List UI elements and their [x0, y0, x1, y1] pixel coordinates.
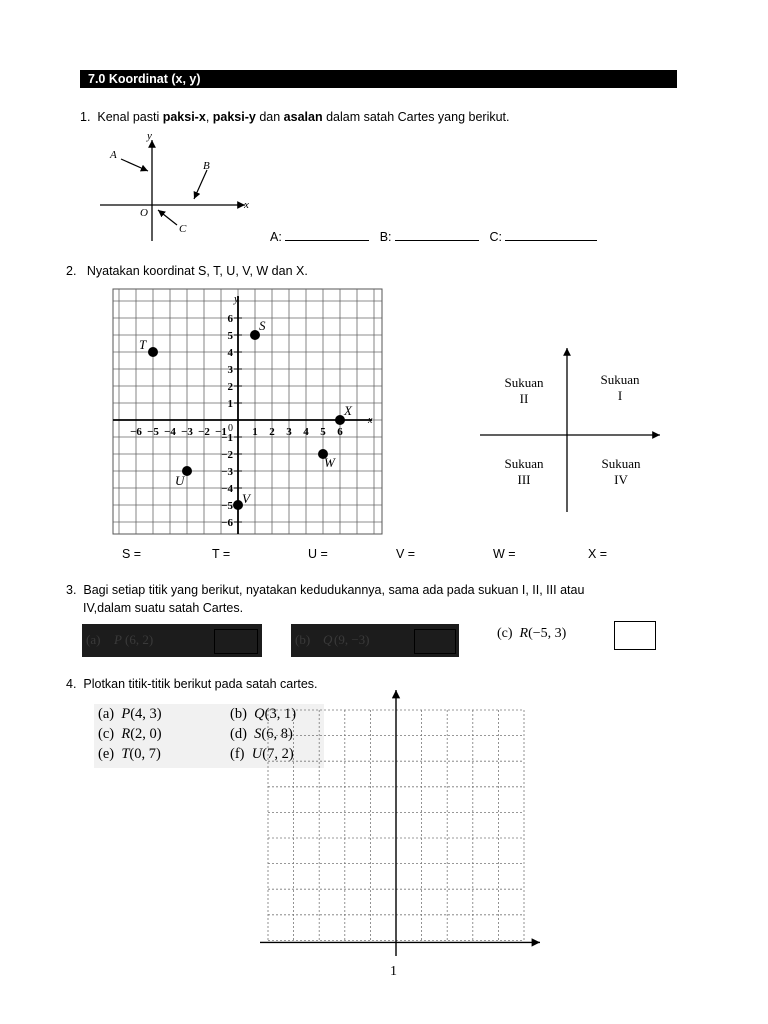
q3-item-a-coord: (6, 2) [125, 632, 154, 647]
x-tick-label: 4 [303, 426, 309, 438]
page-number: 1 [390, 964, 397, 979]
q4-item-e-coord: (0, 7) [129, 746, 161, 762]
q3-item-b-tag: (b) [295, 632, 311, 647]
x-tick-label: 3 [286, 426, 292, 438]
quadrant-diagram [476, 342, 666, 518]
x-tick-label: −1 [215, 426, 227, 438]
q2-answer-v: V = [396, 547, 416, 561]
q2-answer-w: W = [493, 547, 516, 561]
q1-label-c: C [179, 223, 187, 235]
q3-item-b-answer-box[interactable] [414, 629, 456, 654]
x-tick-label: −5 [147, 426, 159, 438]
quadrant-1-word: Sukuan [600, 372, 640, 387]
q2-number: 2. [66, 264, 77, 278]
q4-item-d-point: S [254, 726, 262, 742]
quadrant-4-numeral: IV [614, 472, 628, 487]
y-tick-label: −2 [221, 449, 233, 461]
q3-item-c-point: R [519, 626, 529, 641]
point-label-t: T [139, 337, 147, 352]
point-label-w: W [324, 455, 335, 470]
y-tick-label: −5 [221, 500, 233, 512]
question-1-text [80, 110, 510, 124]
y-tick-label: −6 [221, 517, 233, 529]
q4-item-f-point: U [251, 746, 263, 762]
q2-answer-t: T = [212, 547, 231, 561]
x-tick-label: −6 [130, 426, 142, 438]
q4-item-c-tag: (c) [98, 726, 115, 742]
q4-item-e-point: T [121, 746, 130, 762]
y-tick-label: 4 [227, 347, 233, 359]
q1-label-b: B [203, 160, 210, 172]
y-tick-label: −3 [221, 466, 233, 478]
q1-answer-line [270, 229, 597, 244]
q1-arrow-c [158, 210, 177, 225]
q4-item-b-coord: (3, 1) [264, 706, 297, 722]
q2-prompt: Nyatakan koordinat S, T, U, V, W dan X. [86, 264, 308, 278]
x-tick-label: −2 [198, 426, 210, 438]
q1-axes-figure [95, 128, 265, 246]
origin-label: 0 [228, 423, 233, 434]
q1-bold-paksi-y: paksi-y [212, 110, 256, 124]
q4-number: 4. [66, 677, 77, 691]
question-3-text [66, 583, 584, 597]
y-tick-label: 3 [227, 364, 233, 376]
section-title: 7.0 Koordinat (x, y) [80, 70, 677, 88]
quadrant-3-numeral: III [517, 472, 531, 487]
y-tick-label: 2 [227, 381, 233, 393]
y-tick-label: −4 [221, 483, 233, 495]
q1-number: 1. [80, 110, 91, 124]
q1-answer-b-label: B: [379, 230, 392, 244]
x-axis-label: x [368, 415, 373, 426]
q4-item-c [98, 726, 162, 743]
point-label-u: U [175, 473, 185, 488]
q3-line2: IV,dalam suatu satah Cartes. [83, 601, 244, 615]
y-axis-label: y [234, 293, 239, 305]
q1-origin-label: O [140, 207, 148, 219]
q3-item-c-coord: (−5, 3) [528, 626, 567, 641]
q3-item-a-point: P [114, 632, 122, 647]
q4-item-d-coord: (6, 8) [261, 726, 293, 742]
q1-x-label: x [244, 199, 249, 211]
q4-item-a-point: P [121, 706, 131, 722]
q3-item-a-tag: (a) [86, 632, 101, 647]
q1-answer-b-blank[interactable] [395, 229, 479, 241]
y-tick-label: −1 [221, 432, 233, 444]
point-label-s: S [259, 318, 266, 333]
q2-coordinate-graph [112, 288, 384, 536]
q1-y-label: y [147, 130, 152, 142]
q1-label-a: A [110, 149, 117, 161]
y-tick-label: 1 [227, 398, 233, 410]
q4-item-a-tag: (a) [98, 706, 115, 722]
quadrant-2-numeral: II [519, 391, 529, 406]
q1-prefix: Kenal pasti [97, 110, 163, 124]
quadrant-1-numeral: I [617, 388, 623, 403]
q4-item-e [98, 746, 161, 763]
q3-item-b-coord: (9, −3) [334, 632, 370, 647]
x-tick-label: −3 [181, 426, 193, 438]
quadrant-3-word: Sukuan [504, 456, 544, 471]
q1-suffix: dalam satah Cartes yang berikut. [322, 110, 510, 124]
y-tick-label: 5 [227, 330, 233, 342]
q4-item-b-tag: (b) [230, 706, 247, 722]
x-tick-label: 6 [337, 426, 343, 438]
q4-item-f-tag: (f) [230, 746, 245, 762]
x-tick-label: 5 [320, 426, 326, 438]
q2-answer-u: U = [308, 547, 328, 561]
q3-item-a-panel [82, 624, 262, 657]
q3-item-c-tag: (c) [497, 626, 513, 641]
q3-item-b-panel [291, 624, 459, 657]
q3-number: 3. [66, 583, 77, 597]
question-2-text [66, 264, 308, 278]
quadrant-4-word: Sukuan [601, 456, 641, 471]
q1-answer-c-label: C: [489, 230, 502, 244]
x-tick-label: 1 [252, 426, 258, 438]
q1-mid: dan [255, 110, 284, 124]
q4-item-b-point: Q [254, 706, 265, 722]
x-tick-label: 2 [269, 426, 275, 438]
q4-item-c-coord: (2, 0) [130, 726, 162, 742]
q3-item-c-answer-box[interactable] [614, 621, 656, 650]
q1-answer-a-blank[interactable] [285, 229, 369, 241]
y-tick-label: 6 [227, 313, 233, 325]
q4-item-d-tag: (d) [230, 726, 247, 742]
q1-bold-paksi-x: paksi-x [162, 110, 206, 124]
q2-answer-x: X = [588, 547, 608, 561]
q4-item-a [98, 706, 162, 723]
q1-bold-asalan: asalan [283, 110, 323, 124]
q1-sep: , [205, 110, 213, 124]
q4-item-e-tag: (e) [98, 746, 115, 762]
q4-item-a-coord: (4, 3) [130, 706, 162, 722]
q1-answer-c-blank[interactable] [505, 229, 597, 241]
q1-arrow-a [121, 159, 148, 171]
q3-item-a-answer-box[interactable] [214, 629, 258, 654]
q4-item-c-point: R [121, 726, 131, 742]
point-t [148, 347, 158, 357]
point-label-x: X [344, 403, 352, 418]
q1-answer-a-label: A: [270, 230, 282, 244]
q2-answer-s: S = [122, 547, 142, 561]
quadrant-2-word: Sukuan [504, 375, 544, 390]
q3-line1: Bagi setiap titik yang berikut, nyatakan kedudukannya, sama ada pada sukuan I, II, III atau [83, 583, 585, 597]
q4-prompt: Plotkan titik-titik berikut pada satah cartes. [83, 677, 318, 691]
q3-item-c [497, 626, 566, 642]
q3-item-b-point: Q [323, 632, 333, 647]
q1-arrow-b [194, 170, 207, 199]
q4-item-f-coord: (7, 2) [262, 746, 294, 762]
x-tick-label: −4 [164, 426, 176, 438]
point-label-v: V [242, 491, 250, 506]
q4-blank-grid[interactable] [258, 686, 548, 958]
